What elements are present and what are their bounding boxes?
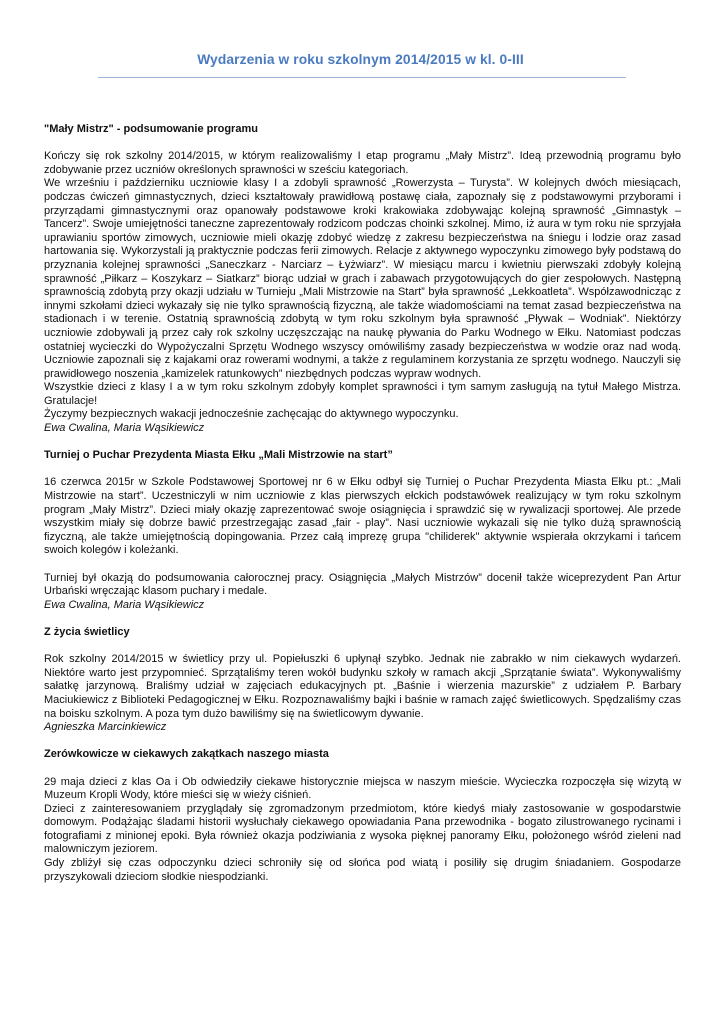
paragraph: Gdy zbliżył się czas odpoczynku dzieci schroniły się od słońca pod wiatą i posiliły się drugim śniadaniem. Gospodarze przyszykowali dzieciom słodkie niespodzianki. bbox=[44, 857, 681, 883]
paragraph: Życzymy bezpiecznych wakacji jednocześnie zachęcając do aktywnego wypoczynku. bbox=[44, 408, 459, 421]
article-turniej bbox=[44, 449, 681, 612]
section-title: Zerówkowicze w ciekawych zakątkach naszego miasta bbox=[44, 748, 329, 761]
paragraph: We wrześniu i październiku uczniowie klasy I a zdobyli sprawność „Rowerzysta – Turysta”. W kolejnych dwóch miesiącach, podczas ćwiczeń gimnastycznych, dzieci kształtowały prawidłową postawę ciała, zapoznały się z podstawowymi przyborami i przyrządami gimnastycznymi oraz opanowały podstawowe kroki krakowiaka zdobywając kolejną sprawność „Gimnastyk – Tancerz”. Swoje umiejętności taneczne zaprezentowały rodzicom podczas choinki szkolnej. Mimo, iż aura w tym roku nie sprzyjała uprawianiu sportów zimowych, uczniowie mieli okazję zdobyć wiedzę z zakresu bezpieczeństwa na śniegu i lodzie oraz zasad hartowania się. Wykorzystali ją praktycznie podczas ferii zimowych. Relacje z aktywnego wypoczynku zimowego były podstawą do przyznania kolejnej sprawności „Saneczkarz - Narciarz – Łyżwiarz”. W miesiącu marcu i kwietniu pierwszaki zdobyły kolejną sprawność „Piłkarz – Koszykarz – Siatkarz” biorąc udział w grach i zabawach przygotowujących do gier zespołowych. Następną sprawnością zdobytą przy okazji udziału w Turnieju „Mali Mistrzowie na Start” była sprawność „Lekkoatleta”. Współzawodnicząc z innymi szkołami dzieci wykazały się nie tylko sprawnością fizyczną, ale także wiadomościami na temat zasad bezpieczeństwa na stadionach i w terenie. Ostatnią sprawnością zdobytą w tym roku szkolnym była sprawność „Pływak – Wodniak”. Niektórzy uczniowie zdobywali ją przez cały rok szkolny uczęszczając na naukę pływania do Parku Wodnego w Ełku. Natomiast podczas ostatniej wycieczki do Wypożyczalni Sprzętu Wodnego wszyscy omówiliśmy zasady bezpieczeństwa w wodzie oraz nad wodą. Uczniowie zapoznali się z kajakami oraz rowerami wodnymi, a także z regulaminem korzystania ze sprzętu wodnego. Nauczyli się prawidłowego noszenia „kamizelek ratunkowych” niezbędnych podczas wypraw wodnych. bbox=[44, 177, 681, 380]
section-title: "Mały Mistrz" - podsumowanie programu bbox=[44, 123, 258, 135]
page-header bbox=[95, 52, 626, 67]
author-signature: Ewa Cwalina, Maria Wąsikiewicz bbox=[44, 422, 205, 435]
paragraph: Rok szkolny 2014/2015 w świetlicy przy ul. Popiełuszki 6 upłynął szybko. Jednak nie zabrakło w nim ciekawych wydarzeń. Niektóre warto jest przypomnieć. Sprzątaliśmy teren wokół budynku szkoły w ramach akcji „Sprzątanie świata”. Wykonywaliśmy sałatkę jarzynową. Braliśmy udział w zajęciach edukacyjnych pt. „Baśnie i wierzenia mazurskie” z udziałem P. Barbary Maciukiewicz z Biblioteki Pedagogicznej w Ełku. Rozpoznawaliśmy bajki i baśnie w ramach zajęć świetlicowych. Spędzaliśmy czas na boisku szkolnym. A poza tym dużo bawiliśmy się na świetlicowym dywanie. bbox=[44, 653, 681, 720]
author-signature: Ewa Cwalina, Maria Wąsikiewicz bbox=[44, 598, 205, 611]
paragraph: 29 maja dzieci z klas Oa i Ob odwiedziły ciekawe historycznie miejsca w naszym mieście. Wycieczka rozpoczęła się wizytą w Muzeum Kropli Wody, które mieści się w wieży ciśnień. bbox=[44, 775, 681, 802]
section-title: Turniej o Puchar Prezydenta Miasta Ełku „Mali Mistrzowie na start” bbox=[44, 449, 393, 462]
paragraph: Kończy się rok szkolny 2014/2015, w którym realizowaliśmy I etap programu „Mały Mistrz”. Ideą przewodnią programu było zdobywanie przez uczniów określonych sprawności w sześciu kategoriach. bbox=[44, 150, 681, 176]
paragraph: 16 czerwca 2015r w Szkole Podstawowej Sportowej nr 6 w Ełku odbył się Turniej o Puchar Prezydenta Miasta Ełku pt.: „Mali Mistrzowie na start”. Uczestniczyli w nim uczniowie z klas pierwszych ełckich podstawówek realizujący w tym roku szkolnym program „Mały Mistrz”. Dzieci miały okazję zaprezentować swoje osiągnięcia i sprawdzić się w rywalizacji sportowej. Ale przede wszystkim miały się dobrze bawić przestrzegając zasad „fair - play”. Nasi uczniowie wykazali się nie tylko dużą sprawnością fizyczną, ale także umiejętnością dopingowania. Przez całą imprezę grupa "chiliderek" aktywnie wspierała okrzykami i tańcem swoich kolegów i koleżanki. bbox=[44, 476, 681, 557]
article-zerowkowicze bbox=[44, 748, 681, 884]
article-swietlica bbox=[44, 626, 681, 735]
paragraph: Wszystkie dzieci z klasy I a w tym roku szkolnym zdobyły komplet sprawności i tym samym zasługują na tytuł Małego Mistrza. Gratulacje! bbox=[44, 381, 681, 407]
title-divider bbox=[98, 77, 626, 78]
article-maly-mistrz bbox=[44, 123, 681, 436]
paragraph: Dzieci z zainteresowaniem przyglądały się zgromadzonym przedmiotom, które kiedyś miały zastosowanie w gospodarstwie domowym. Podążając śladami historii wysłuchały ciekawego opowiadania Pana przewodnika - bogato zilustrowanego rycinami i fotografiami z minionej epoki. Była również okazja podziwiania z wysoka pięknej panoramy Ełku, położonego wśród zieleni nad malowniczym jeziorem. bbox=[44, 802, 681, 856]
document-body bbox=[44, 123, 681, 898]
section-title: Z życia świetlicy bbox=[44, 625, 130, 638]
paragraph: Turniej był okazją do podsumowania całorocznej pracy. Osiągnięcia „Małych Mistrzów” docenił także wiceprezydent Pan Artur Urbański wręczając klasom puchary i medale. bbox=[44, 571, 681, 598]
page-title: Wydarzenia w roku szkolnym 2014/2015 w kl. 0-III bbox=[197, 52, 524, 67]
author-signature: Agnieszka Marcinkiewicz bbox=[44, 721, 167, 734]
